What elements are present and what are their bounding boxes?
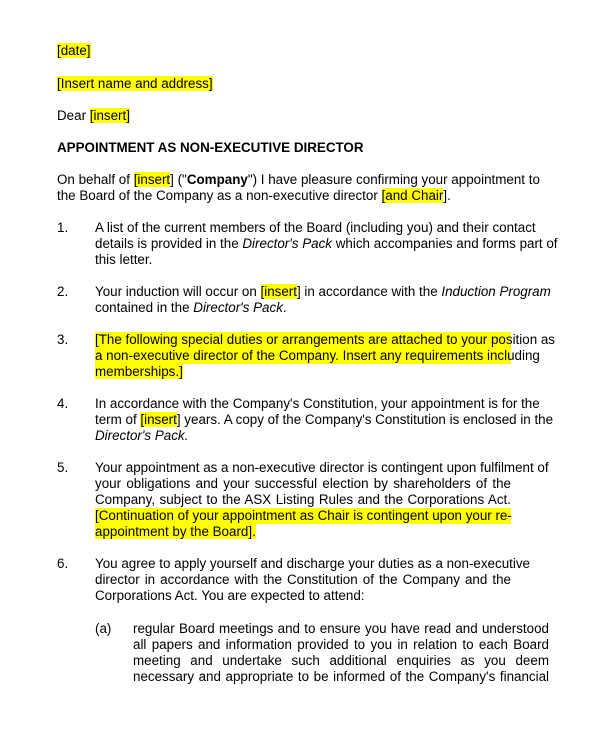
item-text: ] years. A copy of the Company's Constitution is enclosed in the <box>176 412 554 427</box>
date-highlight: [date] <box>57 43 91 58</box>
item-6-line-2: director in accordance with the Constitution of the Company and the <box>95 572 511 587</box>
intro-insert: [insert <box>133 172 171 187</box>
item-text: Your induction will occur on <box>95 284 261 299</box>
item-4-line-1: In accordance with the Company's Constitution, your appointment is for the <box>95 396 540 411</box>
item-5-highlight: [Continuation of your appointment as Chair is contingent upon your re- <box>95 508 512 523</box>
item-5-line-5 <box>95 524 256 540</box>
salutation <box>57 108 130 124</box>
item-text: . <box>282 300 287 315</box>
item-text: which accompanies and forms part of <box>332 236 558 251</box>
item-insert: [insert <box>140 412 177 427</box>
item-5-highlight: appointment by the Board]. <box>95 524 256 539</box>
intro-text: On behalf of <box>57 172 134 187</box>
intro-text: ] (" <box>170 172 187 187</box>
item-1-line-2 <box>95 236 558 252</box>
item-5-line-3: Company, subject to the ASX Listing Rules and the Corporations Act. <box>95 492 511 507</box>
item-3-highlight: memberships.] <box>95 364 183 379</box>
item-number: 2. <box>57 284 69 299</box>
item-2-line-2 <box>95 300 287 316</box>
item-4-line-3: Director's Pack. <box>95 428 189 443</box>
item-5-line-1: Your appointment as a non-executive director is contingent upon fulfilment of <box>95 460 549 475</box>
intro-text: ") I have pleasure confirming your appointment to <box>247 172 540 187</box>
item-number: 1. <box>57 220 69 235</box>
item-3-highlight: a non-executive director of the Company. Insert any requirements including <box>95 348 540 363</box>
item-5-line-4 <box>95 508 511 524</box>
salutation-insert: [insert] <box>89 108 130 123</box>
item-insert: [insert <box>260 284 297 299</box>
name-address-highlight: [Insert name and address] <box>57 76 213 91</box>
intro-line-2 <box>57 188 451 204</box>
item-number: 5. <box>57 460 69 475</box>
subitem-a-line-4: necessary and appropriate to be informed of the Company's financial <box>133 669 549 684</box>
item-italic: Induction Program <box>441 284 551 299</box>
item-number: 6. <box>57 556 69 571</box>
item-text: term of <box>95 412 141 427</box>
item-number: 4. <box>57 396 69 411</box>
intro-text: the Board of the Company as a non-executive director <box>57 188 382 203</box>
item-2-line-1 <box>95 284 551 300</box>
item-3-line-2 <box>95 348 540 364</box>
subitem-a-line-3: meeting and undertake such additional enquiries as you deem <box>133 653 549 668</box>
item-1-line-1: A list of the current members of the Board (including you) and their contact <box>95 220 536 235</box>
item-number: 3. <box>57 332 69 347</box>
item-text: ] in accordance with the <box>296 284 442 299</box>
item-6-line-1: You agree to apply yourself and discharge your duties as a non-executive <box>95 556 530 571</box>
subitem-a-line-2: all papers and information provided to you in relation to each Board <box>133 637 549 652</box>
item-italic: Director's Pack <box>242 236 333 251</box>
item-6-line-3: Corporations Act. You are expected to attend: <box>95 588 365 603</box>
item-3-line-3 <box>95 364 183 380</box>
item-5-line-2: your obligations and your successful election by shareholders of the <box>95 476 511 491</box>
date-placeholder <box>57 43 91 59</box>
item-1-line-3: this letter. <box>95 252 153 267</box>
intro-text: ]. <box>443 188 451 203</box>
intro-line-1 <box>57 172 540 188</box>
item-text: contained in the <box>95 300 194 315</box>
item-4-line-2 <box>95 412 554 428</box>
subitem-number: (a) <box>95 621 112 636</box>
item-italic: Director's Pack <box>193 300 283 315</box>
salutation-text: Dear <box>57 108 90 123</box>
name-address-placeholder <box>57 76 213 92</box>
item-3-highlight: [The following special duties or arrangements are attached to your position as <box>95 332 556 347</box>
intro-chair-insert: [and Chair <box>381 188 444 203</box>
item-text: details is provided in the <box>95 236 243 251</box>
subitem-a-line-1: regular Board meetings and to ensure you have read and understood <box>133 621 549 636</box>
item-3-line-1 <box>95 332 556 348</box>
intro-company: Company <box>186 172 248 187</box>
letter-title: APPOINTMENT AS NON-EXECUTIVE DIRECTOR <box>57 140 364 155</box>
